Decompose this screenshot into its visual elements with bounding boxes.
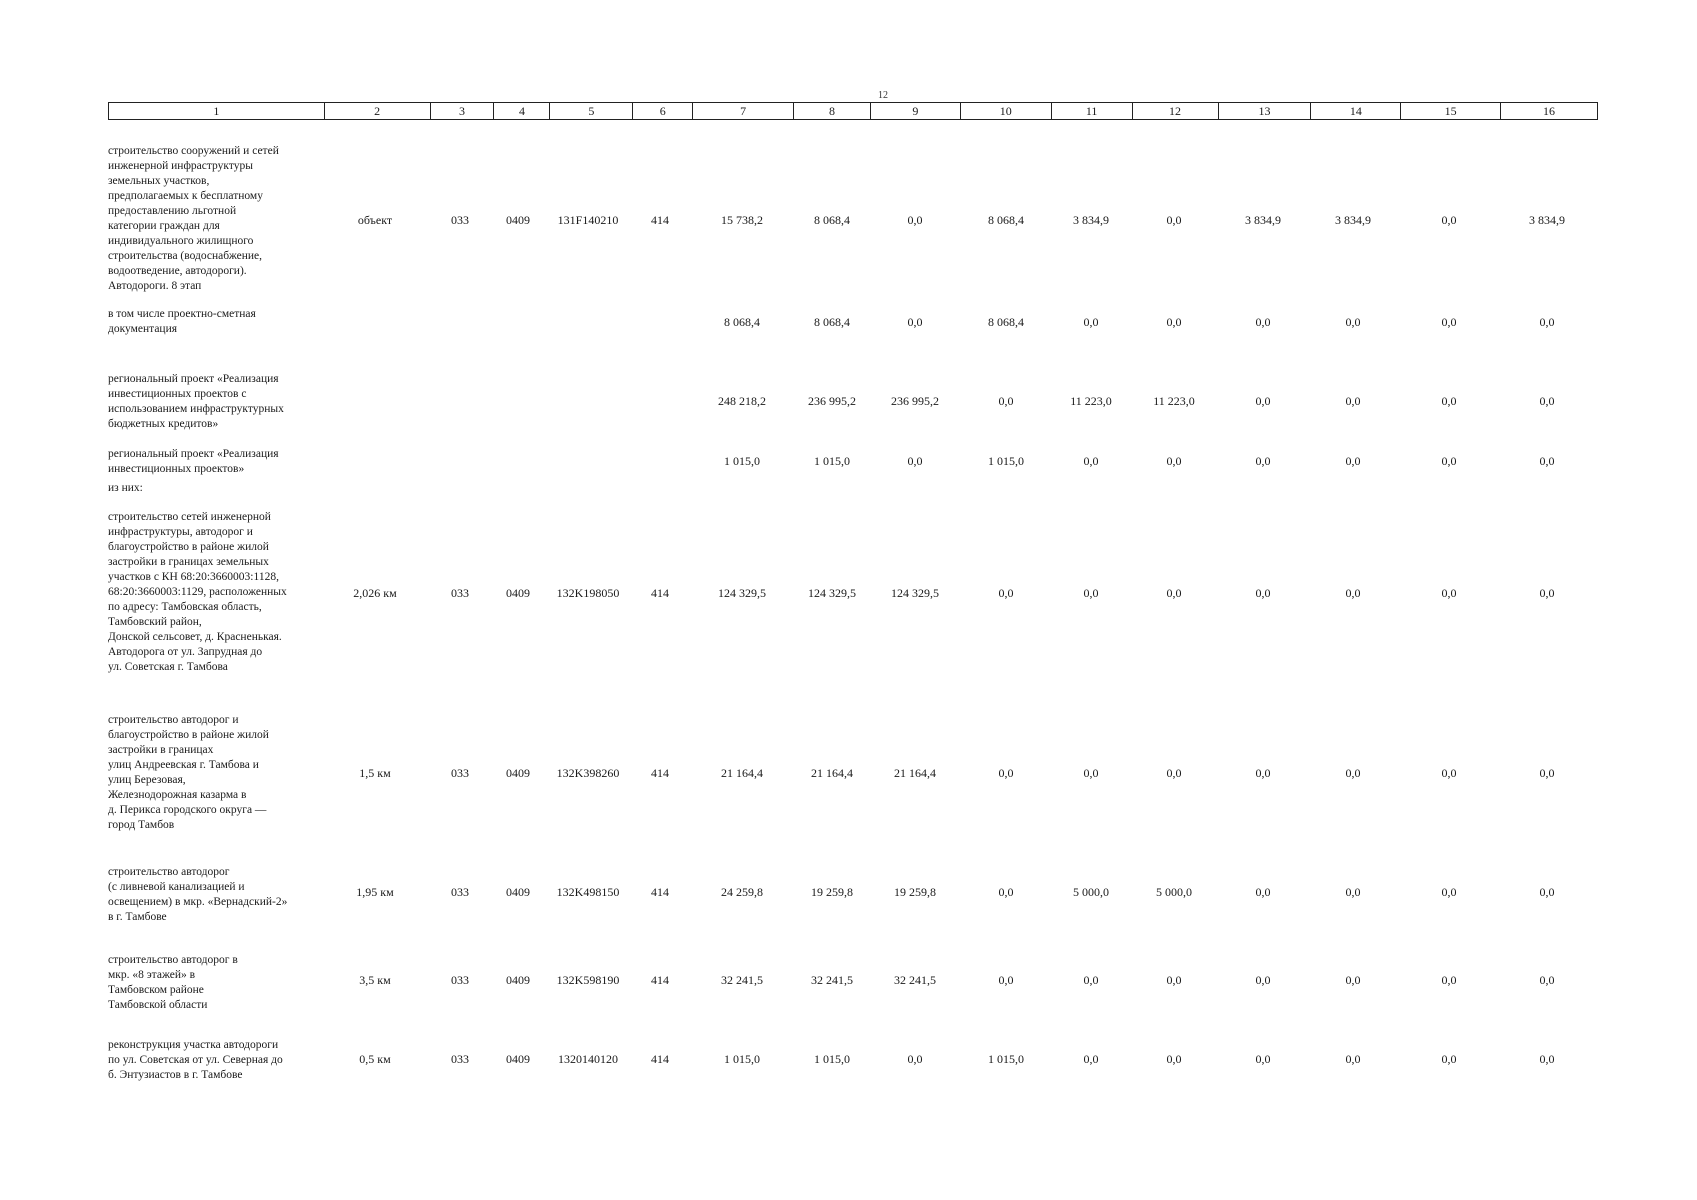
note-iz-nih: из них:	[108, 482, 143, 494]
table-cell-col-13: 0,0	[1255, 766, 1271, 780]
table-cell-col-10: 0,0	[998, 766, 1014, 780]
table-cell-col-4: 0409	[506, 1052, 530, 1066]
table-cell-col-16: 0,0	[1539, 315, 1555, 329]
table-cell-col-10: 0,0	[998, 885, 1014, 899]
table-cell-col-15: 0,0	[1441, 315, 1457, 329]
table-cell-col-10: 8 068,4	[988, 213, 1024, 227]
table-cell-col-4: 0409	[506, 213, 530, 227]
header-col-6: 6	[633, 103, 693, 119]
table-cell-col-15: 0,0	[1441, 766, 1457, 780]
table-cell-col-13: 3 834,9	[1245, 213, 1281, 227]
table-cell-col-16: 0,0	[1539, 586, 1555, 600]
table-cell-col-8: 8 068,4	[814, 213, 850, 227]
table-cell-col-12: 5 000,0	[1156, 885, 1192, 899]
table-cell-col-9: 21 164,4	[894, 766, 936, 780]
header-col-7: 7	[693, 103, 794, 119]
row-description: региональный проект «Реализация инвестиционных проектов с использованием инфраструктурных бюджетных кредитов»	[108, 373, 284, 430]
table-cell-col-14: 0,0	[1345, 586, 1361, 600]
header-col-15: 15	[1401, 103, 1501, 119]
table-cell-col-9: 236 995,2	[891, 394, 939, 408]
table-cell-col-15: 0,0	[1441, 394, 1457, 408]
table-cell-col-2: 2,026 км	[353, 586, 397, 600]
table-cell-col-13: 0,0	[1255, 973, 1271, 987]
table-cell-col-8: 8 068,4	[814, 315, 850, 329]
header-col-12: 12	[1133, 103, 1219, 119]
table-cell-col-9: 0,0	[907, 315, 923, 329]
table-cell-col-10: 0,0	[998, 394, 1014, 408]
row-description: строительство автодорог в мкр. «8 этажей» в Тамбовском районе Тамбовской области	[108, 954, 238, 1011]
table-header-row	[108, 102, 1598, 120]
table-cell-col-4: 0409	[506, 586, 530, 600]
table-cell-col-11: 3 834,9	[1073, 213, 1109, 227]
table-cell-col-11: 0,0	[1083, 1052, 1099, 1066]
table-cell-col-12: 0,0	[1166, 315, 1182, 329]
header-col-8: 8	[794, 103, 871, 119]
table-cell-col-2: 0,5 км	[359, 1052, 391, 1066]
table-cell-col-12: 0,0	[1166, 1052, 1182, 1066]
table-cell-col-5: 132K198050	[556, 586, 620, 600]
table-cell-col-11: 11 223,0	[1070, 394, 1112, 408]
header-col-1: 1	[109, 103, 325, 119]
table-cell-col-7: 8 068,4	[724, 315, 760, 329]
table-cell-col-16: 0,0	[1539, 973, 1555, 987]
table-cell-col-15: 0,0	[1441, 454, 1457, 468]
row-description: региональный проект «Реализация инвестиционных проектов»	[108, 448, 279, 475]
table-cell-col-11: 0,0	[1083, 973, 1099, 987]
table-cell-col-8: 21 164,4	[811, 766, 853, 780]
table-cell-col-3: 033	[451, 885, 469, 899]
table-cell-col-3: 033	[451, 973, 469, 987]
table-cell-col-6: 414	[651, 973, 669, 987]
table-cell-col-15: 0,0	[1441, 973, 1457, 987]
table-cell-col-10: 0,0	[998, 586, 1014, 600]
table-cell-col-10: 0,0	[998, 973, 1014, 987]
table-cell-col-15: 0,0	[1441, 1052, 1457, 1066]
table-cell-col-7: 24 259,8	[721, 885, 763, 899]
table-cell-col-7: 1 015,0	[724, 1052, 760, 1066]
table-cell-col-12: 0,0	[1166, 454, 1182, 468]
table-cell-col-4: 0409	[506, 973, 530, 987]
header-col-2: 2	[325, 103, 431, 119]
row-description: строительство сооружений и сетей инженерной инфраструктуры земельных участков, предполагаемых к бесплатному предоставлению льготной категории граждан для индивидуального жилищного строительства (водоснабжение, водоотведение, автодороги). Автодороги. 8 этап	[108, 145, 279, 292]
table-cell-col-9: 0,0	[907, 454, 923, 468]
table-cell-col-6: 414	[651, 766, 669, 780]
table-cell-col-7: 32 241,5	[721, 973, 763, 987]
row-description: реконструкция участка автодороги по ул. Советская от ул. Северная до б. Энтузиастов в г. Тамбове	[108, 1039, 283, 1081]
table-cell-col-16: 0,0	[1539, 885, 1555, 899]
table-cell-col-8: 124 329,5	[808, 586, 856, 600]
table-cell-col-3: 033	[451, 766, 469, 780]
table-cell-col-16: 3 834,9	[1529, 213, 1565, 227]
page-number: 12	[878, 90, 888, 101]
header-col-11: 11	[1052, 103, 1133, 119]
table-cell-col-5: 132K598190	[556, 973, 620, 987]
table-cell-col-7: 124 329,5	[718, 586, 766, 600]
table-cell-col-12: 0,0	[1166, 586, 1182, 600]
table-cell-col-11: 0,0	[1083, 315, 1099, 329]
table-cell-col-5: 131F140210	[557, 213, 619, 227]
table-cell-col-10: 1 015,0	[988, 1052, 1024, 1066]
table-cell-col-15: 0,0	[1441, 213, 1457, 227]
table-cell-col-11: 5 000,0	[1073, 885, 1109, 899]
table-cell-col-3: 033	[451, 586, 469, 600]
table-cell-col-3: 033	[451, 1052, 469, 1066]
table-cell-col-7: 248 218,2	[718, 394, 766, 408]
table-cell-col-6: 414	[651, 586, 669, 600]
table-cell-col-8: 236 995,2	[808, 394, 856, 408]
table-cell-col-11: 0,0	[1083, 766, 1099, 780]
table-cell-col-13: 0,0	[1255, 394, 1271, 408]
table-cell-col-9: 32 241,5	[894, 973, 936, 987]
row-description: строительство автодорог и благоустройство в районе жилой застройки в границах улиц Андреевская г. Тамбова и улиц Березовая, Железнодорожная казарма в д. Перикса городского округа — город Тамбов	[108, 714, 269, 831]
table-cell-col-14: 0,0	[1345, 454, 1361, 468]
table-cell-col-12: 0,0	[1166, 973, 1182, 987]
table-cell-col-14: 0,0	[1345, 973, 1361, 987]
header-col-3: 3	[431, 103, 495, 119]
table-cell-col-15: 0,0	[1441, 586, 1457, 600]
table-cell-col-7: 15 738,2	[721, 213, 763, 227]
table-cell-col-3: 033	[451, 213, 469, 227]
table-cell-col-9: 0,0	[907, 1052, 923, 1066]
table-cell-col-12: 0,0	[1166, 213, 1182, 227]
table-cell-col-14: 0,0	[1345, 766, 1361, 780]
table-cell-col-7: 21 164,4	[721, 766, 763, 780]
table-cell-col-13: 0,0	[1255, 454, 1271, 468]
table-cell-col-6: 414	[651, 1052, 669, 1066]
table-cell-col-16: 0,0	[1539, 454, 1555, 468]
table-cell-col-2: объект	[357, 213, 393, 227]
table-cell-col-7: 1 015,0	[724, 454, 760, 468]
table-cell-col-14: 0,0	[1345, 394, 1361, 408]
table-cell-col-10: 1 015,0	[988, 454, 1024, 468]
table-cell-col-16: 0,0	[1539, 394, 1555, 408]
header-col-4: 4	[494, 103, 550, 119]
table-cell-col-9: 124 329,5	[891, 586, 939, 600]
row-description: строительство сетей инженерной инфраструктуры, автодорог и благоустройство в районе жилой застройки в границах земельных участков с КН 68:20:3660003:1128, 68:20:3660003:1129, расположенных по адресу: Тамбовская область, Тамбовский район, Донской сельсовет, д. Красненькая. Автодорога от ул. Запрудная до ул. Советская г. Тамбова	[108, 511, 287, 673]
row-description: в том числе проектно-сметная документация	[108, 308, 256, 335]
table-cell-col-8: 1 015,0	[814, 1052, 850, 1066]
table-cell-col-9: 19 259,8	[894, 885, 936, 899]
table-cell-col-2: 3,5 км	[359, 973, 391, 987]
table-cell-col-14: 3 834,9	[1335, 213, 1371, 227]
table-cell-col-13: 0,0	[1255, 315, 1271, 329]
header-col-10: 10	[961, 103, 1052, 119]
table-cell-col-11: 0,0	[1083, 586, 1099, 600]
table-cell-col-10: 8 068,4	[988, 315, 1024, 329]
table-cell-col-12: 11 223,0	[1153, 394, 1195, 408]
table-cell-col-9: 0,0	[907, 213, 923, 227]
header-col-16: 16	[1543, 104, 1556, 118]
table-cell-col-13: 0,0	[1255, 885, 1271, 899]
table-cell-col-5: 132K398260	[556, 766, 620, 780]
header-col-9: 9	[871, 103, 961, 119]
table-cell-col-2: 1,95 км	[356, 885, 394, 899]
row-description: строительство автодорог (с ливневой канализацией и освещением) в мкр. «Вернадский-2» в г. Тамбове	[108, 866, 288, 923]
table-cell-col-11: 0,0	[1083, 454, 1099, 468]
table-cell-col-4: 0409	[506, 885, 530, 899]
table-cell-col-14: 0,0	[1345, 315, 1361, 329]
table-cell-col-6: 414	[651, 213, 669, 227]
table-cell-col-4: 0409	[506, 766, 530, 780]
table-cell-col-14: 0,0	[1345, 1052, 1361, 1066]
table-cell-col-12: 0,0	[1166, 766, 1182, 780]
table-cell-col-15: 0,0	[1441, 885, 1457, 899]
table-cell-col-5: 132K498150	[556, 885, 620, 899]
table-cell-col-16: 0,0	[1539, 766, 1555, 780]
table-cell-col-14: 0,0	[1345, 885, 1361, 899]
table-cell-col-5: 1320140120	[558, 1052, 618, 1066]
table-cell-col-2: 1,5 км	[359, 766, 391, 780]
table-cell-col-13: 0,0	[1255, 586, 1271, 600]
table-cell-col-16: 0,0	[1539, 1052, 1555, 1066]
table-cell-col-8: 1 015,0	[814, 454, 850, 468]
header-col-14: 14	[1311, 103, 1401, 119]
header-col-5: 5	[550, 103, 633, 119]
table-cell-col-6: 414	[651, 885, 669, 899]
table-cell-col-8: 19 259,8	[811, 885, 853, 899]
header-col-13: 13	[1219, 103, 1312, 119]
table-cell-col-8: 32 241,5	[811, 973, 853, 987]
table-cell-col-13: 0,0	[1255, 1052, 1271, 1066]
